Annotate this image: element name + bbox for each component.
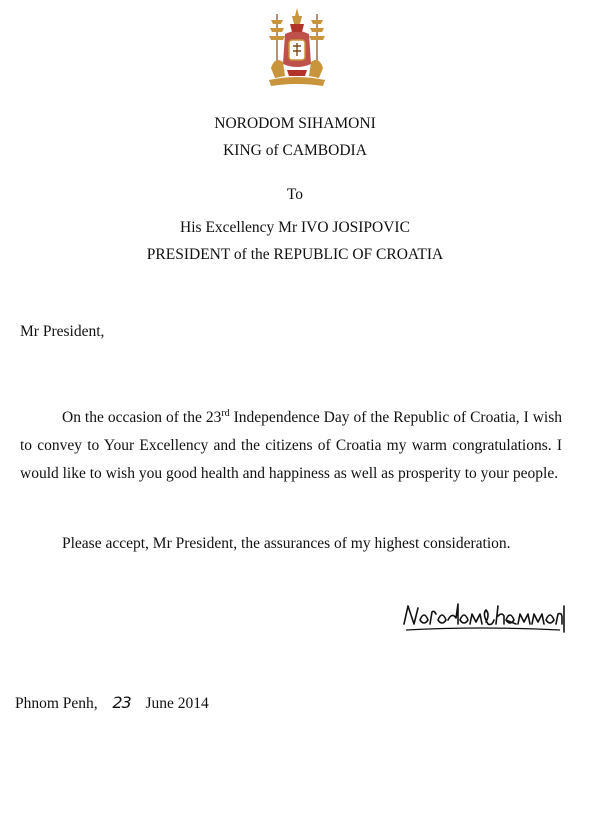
handwritten-signature	[400, 596, 570, 636]
paragraph-text-start: On the occasion of the 23	[62, 409, 222, 426]
body-paragraph	[20, 400, 562, 488]
recipient-name: His Excellency Mr IVO JOSIPOVIC	[180, 219, 410, 236]
sender-name: NORODOM SIHAMONI	[214, 115, 376, 132]
date-place: Phnom Penh,	[15, 695, 98, 712]
date-month-year: June 2014	[145, 695, 209, 712]
sender-title: KING of CAMBODIA	[223, 142, 367, 159]
salutation: Mr President,	[20, 323, 105, 340]
closing-line: Please accept, Mr President, the assurances of my highest consideration.	[62, 535, 511, 552]
paragraph-text-rest: Independence Day of the Republic of Croatia, I wish to convey to Your Excellency and the citizens of Croatia my warm congratulations. I would like to wish you good health and happiness as well as prosperity to your people.	[20, 409, 562, 482]
dateline	[15, 693, 209, 713]
date-day-handwritten: 23	[112, 693, 131, 712]
royal-arms-of-cambodia-icon	[263, 6, 331, 90]
to-label: To	[286, 186, 304, 203]
recipient-title: PRESIDENT of the REPUBLIC OF CROATIA	[146, 246, 444, 263]
ordinal-suffix: rd	[221, 408, 230, 419]
